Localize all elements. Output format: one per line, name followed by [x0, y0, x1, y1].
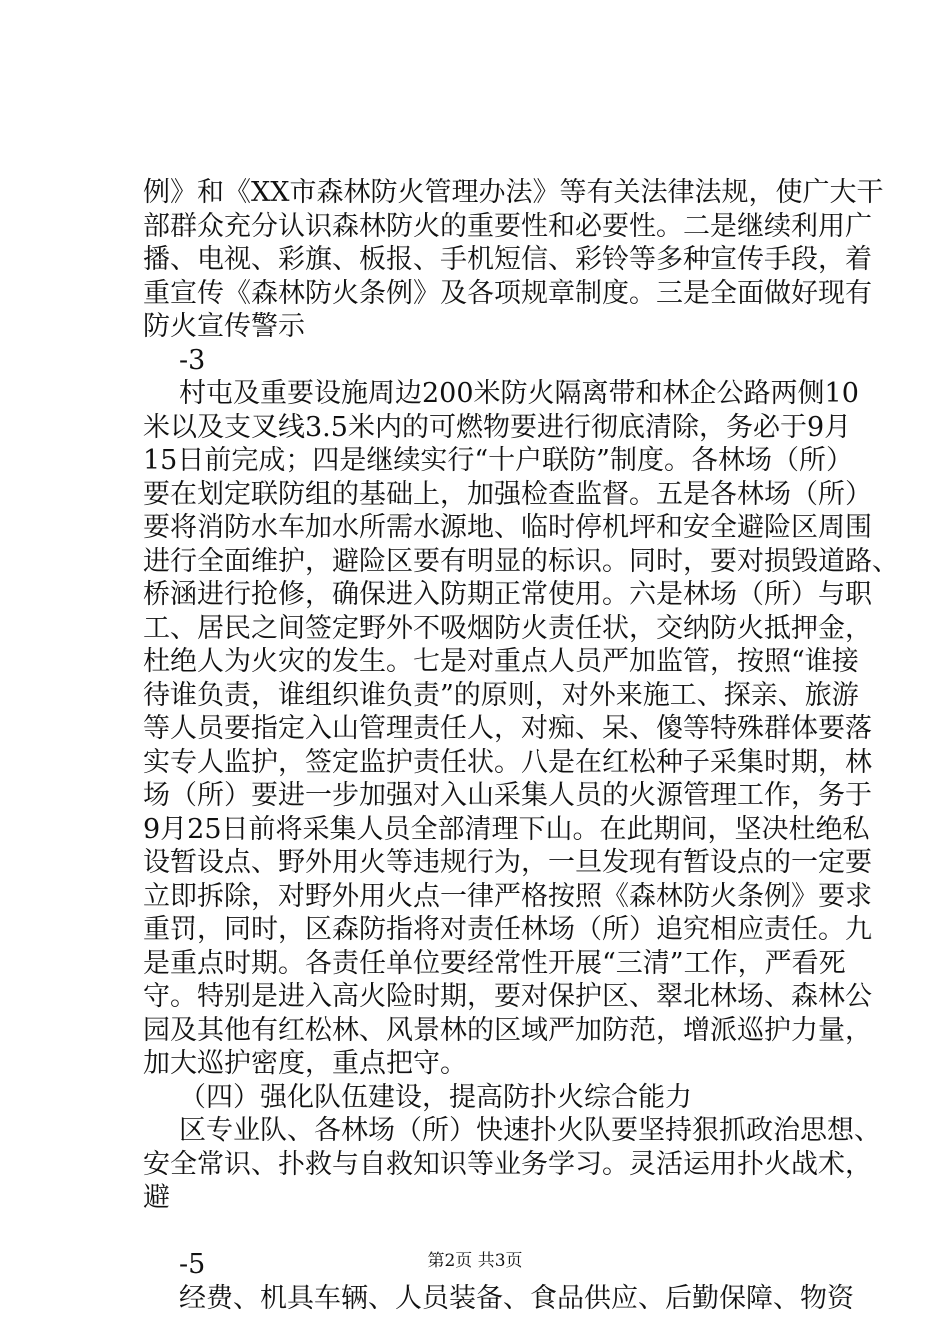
text-line: 园及其他有红松林、风景林的区域严加防范，增派巡护力量，: [143, 1014, 872, 1046]
text-line: 立即拆除，对野外用火点一律严格按照《森林防火条例》要求: [143, 880, 872, 912]
text-line: 加大巡护密度，重点把守。: [143, 1048, 467, 1079]
text-line: 桥涵进行抢修，确保进入防期正常使用。六是林场（所）与职: [143, 579, 872, 610]
text-line: 守。特别是进入高火险时期，要对保护区、翠北林场、森林公: [143, 981, 872, 1012]
text-line: 防火宣传警示: [143, 311, 305, 342]
text-line: 杜绝人为火灾的发生。七是对重点人员严加监管，按照“谁接: [143, 646, 859, 677]
text-line: 要在划定联防组的基础上，加强检查监督。五是各林场（所）: [143, 478, 872, 510]
text-line: 重罚，同时，区森防指将对责任林场（所）追究相应责任。九: [143, 914, 872, 945]
text-line: 工、居民之间签定野外不吸烟防火责任状，交纳防火抵押金，: [143, 612, 872, 644]
page-footer: 第2页 共3页: [427, 1251, 523, 1271]
text-line: 15日前完成；四是继续实行“十户联防”制度。各林场（所）: [143, 445, 853, 476]
text-line: 等人员要指定入山管理责任人，对痴、呆、傻等特殊群体要落: [143, 713, 872, 744]
text-line: -3: [179, 344, 206, 376]
text-line: 实专人监护，签定监护责任状。八是在红松种子采集时期，林: [143, 746, 872, 778]
text-line: 米以及支叉线3.5米内的可燃物要进行彻底清除，务必于9月: [143, 411, 852, 443]
text-line: 区专业队、各林场（所）快速扑火队要坚持狠抓政治思想、: [179, 1115, 881, 1146]
text-line: 重宣传《森林防火条例》及各项规章制度。三是全面做好现有: [143, 277, 872, 309]
text-line: 设暂设点、野外用火等违规行为，一旦发现有暂设点的一定要: [143, 847, 872, 878]
text-line: 例》和《XX市森林防火管理办法》等有关法律法规，使广大干: [143, 177, 884, 208]
text-line: 安全常识、扑救与自救知识等业务学习。灵活运用扑火战术，: [143, 1148, 872, 1180]
text-line: 场（所）要进一步加强对入山采集人员的火源管理工作，务于: [143, 780, 872, 811]
text-line: 播、电视、彩旗、板报、手机短信、彩铃等多种宣传手段，着: [143, 244, 872, 275]
text-line: 要将消防水车加水所需水源地、临时停机坪和安全避险区周围: [143, 512, 872, 543]
text-line: 避: [143, 1182, 170, 1213]
text-line: -5: [179, 1249, 206, 1280]
body-text: [143, 176, 899, 1315]
text-line: （四）强化队伍建设，提高防扑火综合能力: [179, 1081, 692, 1113]
text-line: 待谁负责，谁组织谁负责”的原则，对外来施工、探亲、旅游: [143, 679, 859, 711]
text-line: 部群众充分认识森林防火的重要性和必要性。二是继续利用广: [143, 210, 872, 242]
text-line: 是重点时期。各责任单位要经常性开展“三清”工作，严看死: [143, 947, 846, 979]
text-line: 村屯及重要设施周边200米防火隔离带和林企公路两侧10: [179, 378, 859, 409]
text-line: 9月25日前将采集人员全部清理下山。在此期间，坚决杜绝私: [143, 813, 870, 845]
text-line: 经费、机具车辆、人员装备、食品供应、后勤保障、物资: [179, 1282, 854, 1314]
text-line: [143, 1215, 833, 1249]
text-line: 进行全面维护，避险区要有明显的标识。同时，要对损毁道路、: [143, 545, 899, 577]
